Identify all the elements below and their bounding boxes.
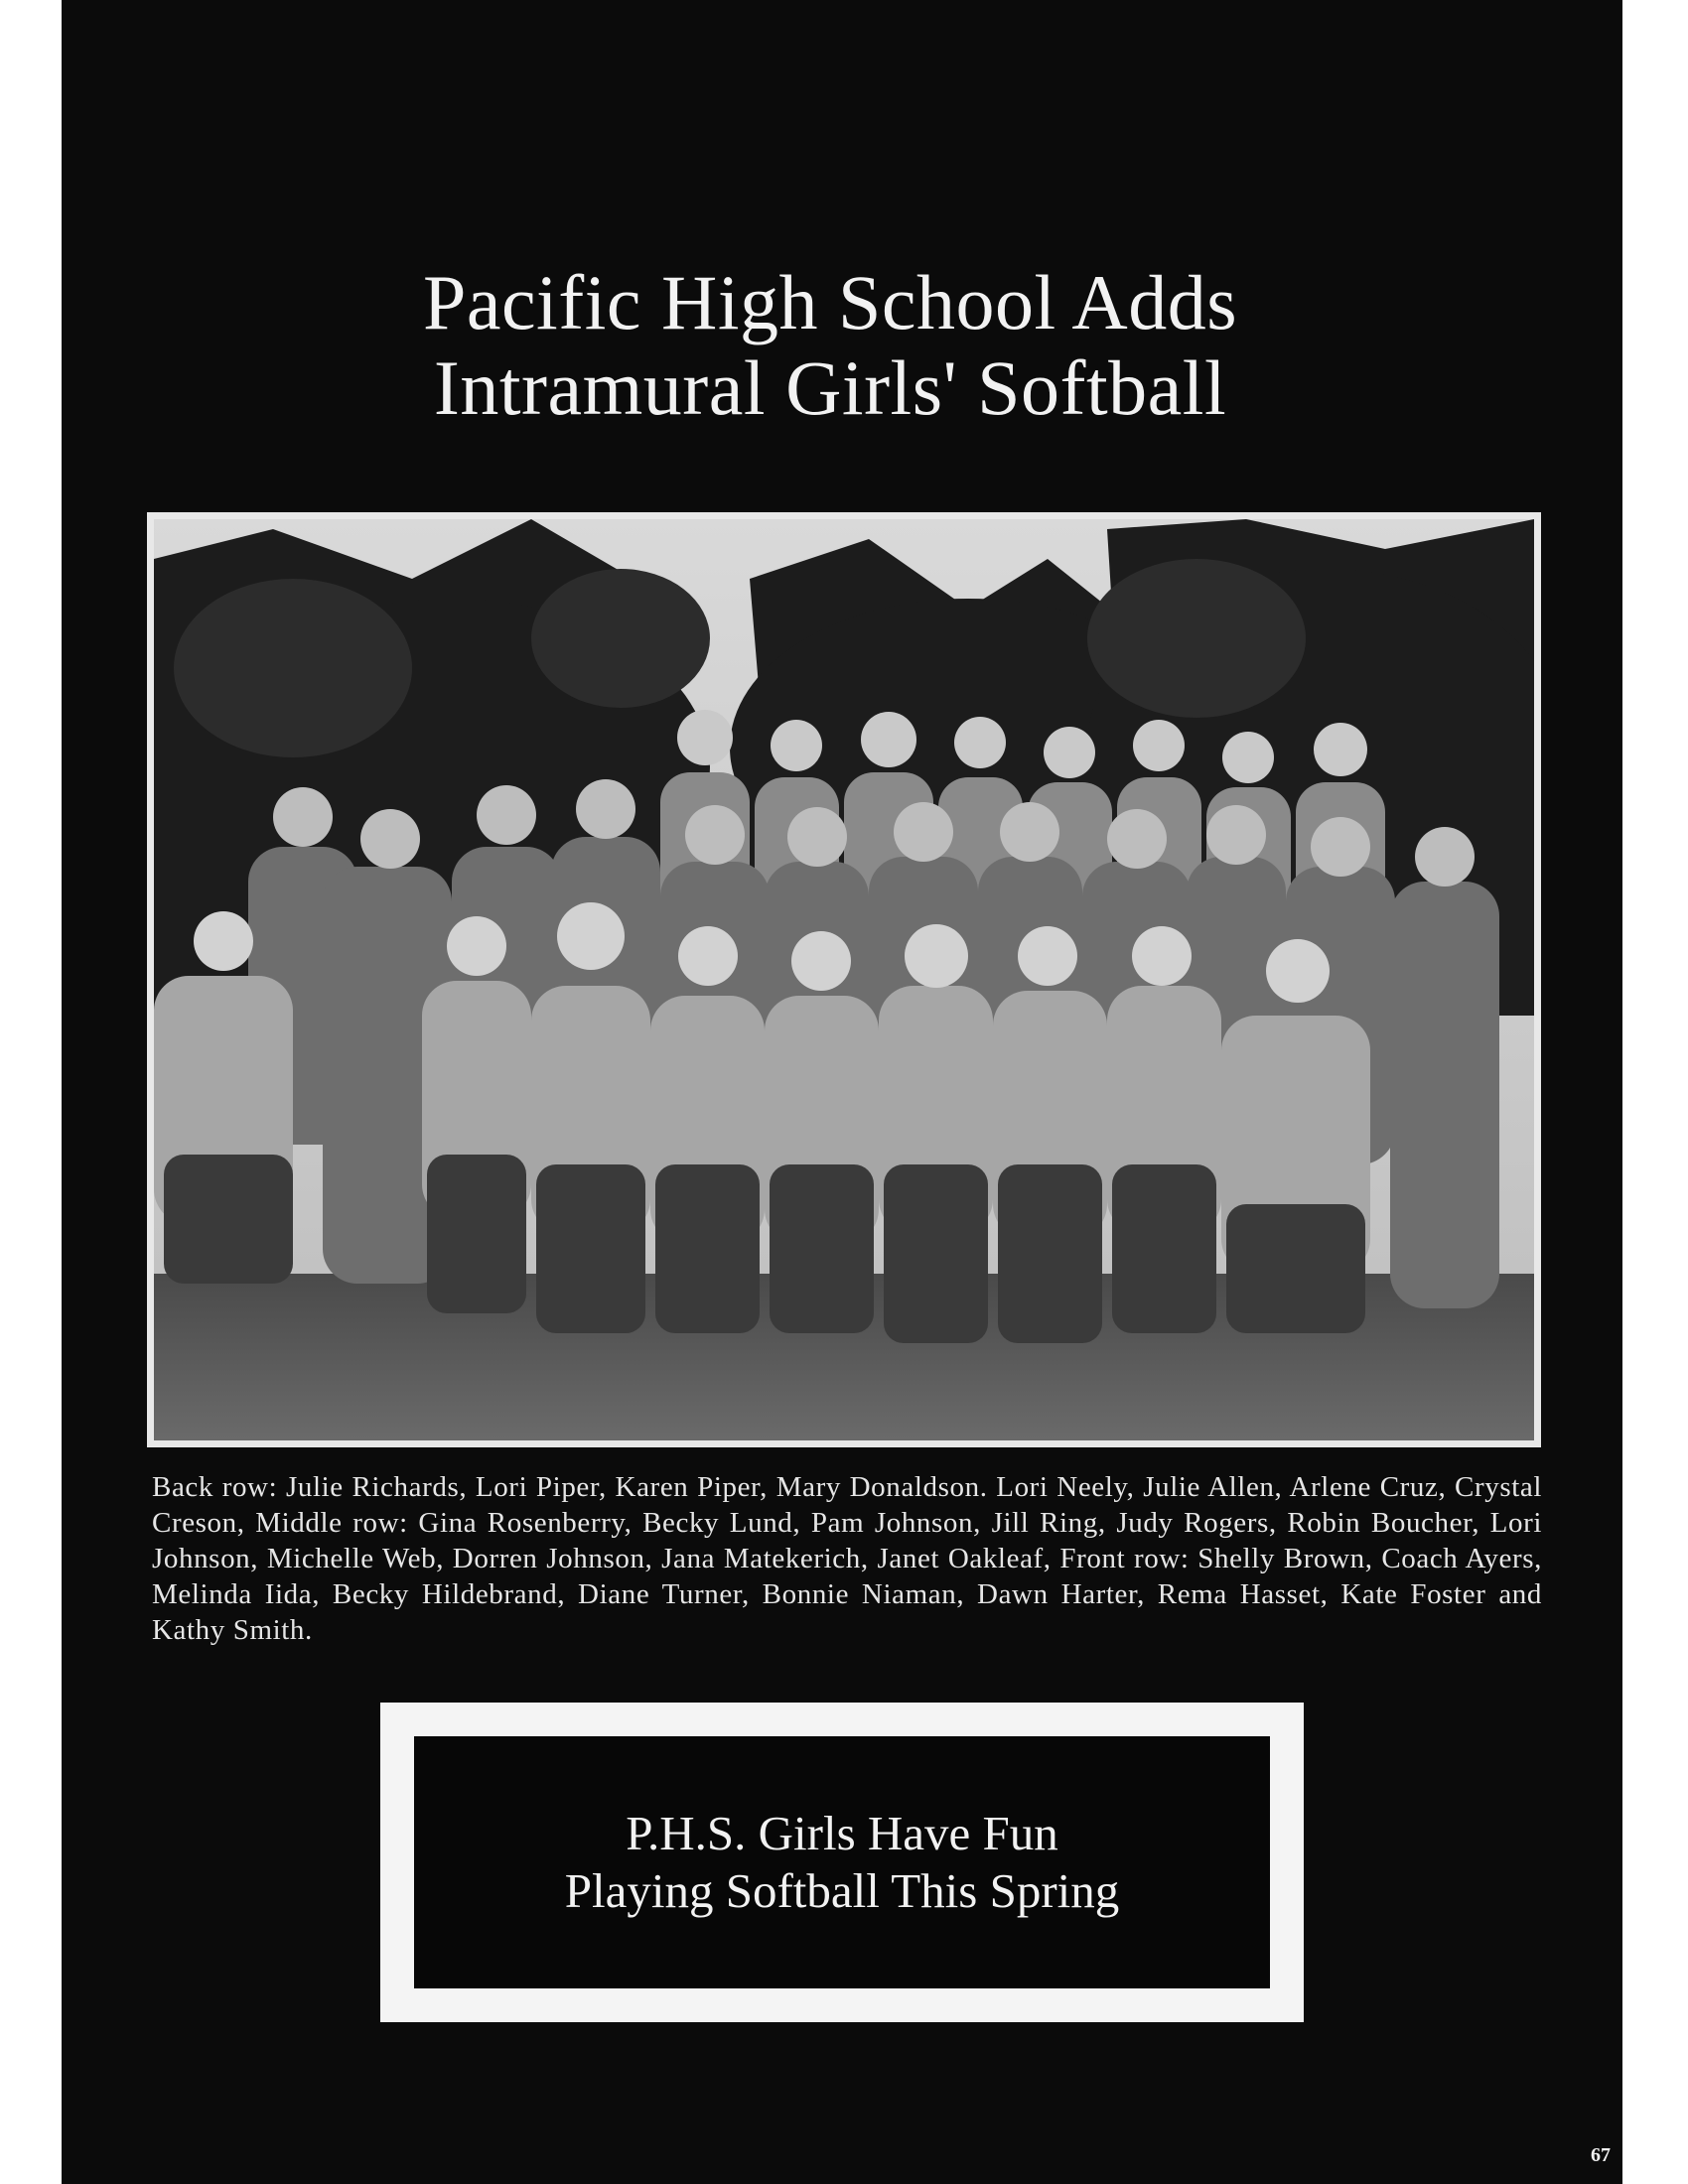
callout-line-2: Playing Softball This Spring	[564, 1863, 1120, 1918]
page-title	[0, 260, 1660, 431]
callout-box	[380, 1703, 1304, 2022]
team-photo-frame	[147, 512, 1541, 1447]
title-line-2: Intramural Girls' Softball	[433, 344, 1227, 431]
callout-inner	[414, 1736, 1270, 1988]
team-photo	[154, 519, 1534, 1440]
photo-caption: Back row: Julie Richards, Lori Piper, Karen Piper, Mary Donaldson. Lori Neely, Julie Allen, Arlene Cruz, Crystal Creson, Middle row: Gina Rosenberry, Becky Lund, Pam Johnson, Jill Ring, Judy Rogers, Robin Boucher, Lori Johnson, Michelle Web, Dorren Johnson, Jana Matekerich, Janet Oakleaf, Front row: Shelly Brown, Coach Ayers, Melinda Iida, Becky Hildebrand, Diane Turner, Bonnie Niaman, Dawn Harter, Rema Hasset, Kate Foster and Kathy Smith.	[152, 1471, 1542, 1646]
callout-line-1: P.H.S. Girls Have Fun	[626, 1806, 1058, 1860]
title-line-1: Pacific High School Adds	[422, 259, 1238, 345]
page-number: 67	[1591, 2144, 1611, 2166]
